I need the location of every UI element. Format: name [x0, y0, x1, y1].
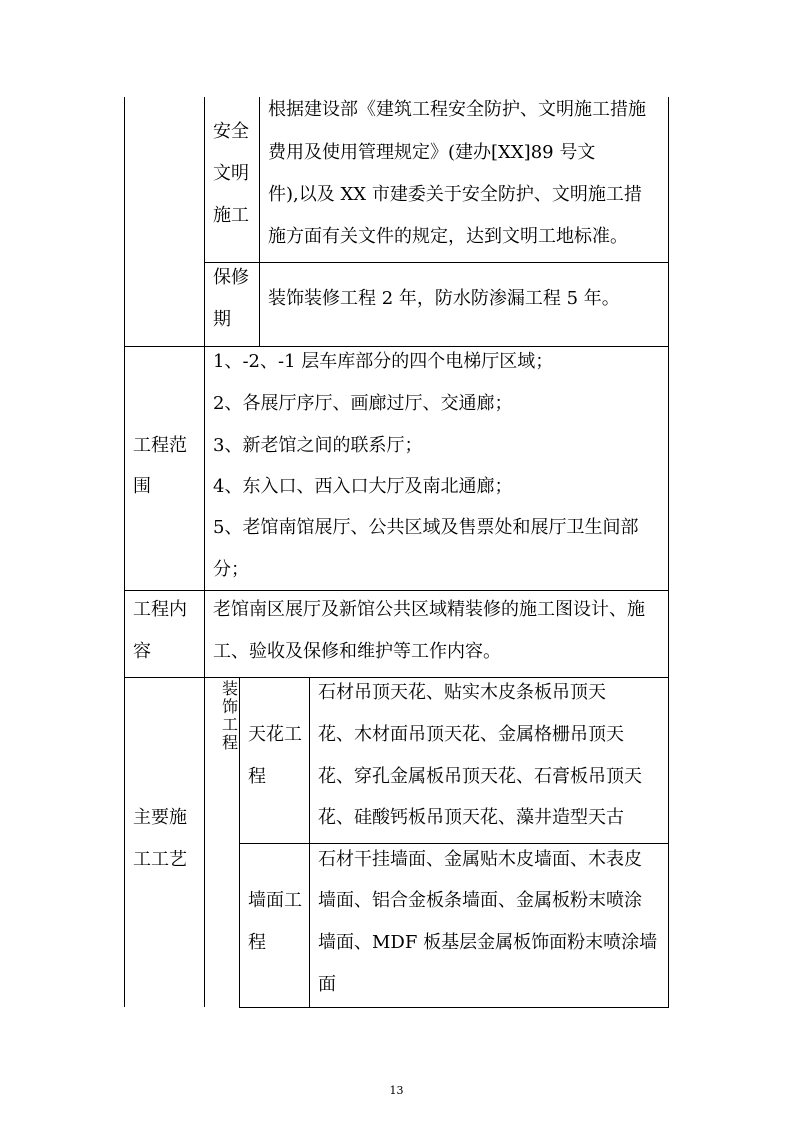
scope-label-line-2: 围 [133, 476, 151, 497]
scope-item-5: 5、老馆南馆展厅、公共区域及售票处和展厅卫生间部 [213, 517, 639, 538]
ceiling-text-line-2: 花、木材面吊顶天花、金属格栅吊顶天 [318, 724, 624, 745]
wall-label-line-2: 程 [248, 932, 266, 953]
warranty-label-line-2: 期 [213, 309, 231, 330]
scope-item-2: 2、各展厅序厅、画廊过厅、交通廊； [213, 393, 513, 414]
table-left-border [124, 97, 125, 1007]
scope-item-3: 3、新老馆之间的联系厅； [213, 435, 423, 456]
process-label-line-1: 主要施 [133, 807, 187, 828]
safety-text-line-3: 件),以及 XX 市建委关于安全防护、文明施工措 [268, 184, 642, 205]
wall-text-line-2: 墙面、铝合金板条墙面、金属板粉末喷涂 [318, 890, 642, 911]
content-text-line-1: 老馆南区展厅及新馆公共区域精装修的施工图设计、施 [213, 599, 645, 620]
wall-text-line-1: 石材干挂墙面、金属贴木皮墙面、木表皮 [318, 849, 642, 870]
ceiling-text-line-1: 石材吊顶天花、贴实木皮条板吊顶天 [318, 682, 606, 703]
scope-item-4: 4、东入口、西入口大厅及南北通廊； [213, 476, 513, 497]
safety-text-line-2: 费用及使用管理规定》(建办[XX]89 号文 [268, 142, 596, 163]
ceiling-text-line-3: 花、穿孔金属板吊顶天花、石膏板吊顶天 [318, 766, 642, 787]
content-label-line-1: 工程内 [133, 599, 187, 620]
process-group-char-3: 工 [222, 715, 239, 734]
process-label-line-2: 工工艺 [133, 849, 187, 870]
safety-text-line-1: 根据建设部《建筑工程安全防护、文明施工措施 [268, 99, 646, 120]
sub-label-divider [259, 97, 260, 346]
wall-text-line-4: 面 [318, 974, 336, 995]
row-divider-wall [239, 843, 669, 844]
scope-label-line-1: 工程范 [133, 435, 187, 456]
safety-label-line-3: 施工 [213, 205, 249, 226]
table-right-border [668, 97, 669, 1008]
row-divider-warranty [204, 262, 669, 263]
safety-label-line-1: 安全 [213, 121, 249, 142]
page-number: 13 [389, 1084, 404, 1097]
warranty-text: 装饰装修工程 2 年，防水防渗漏工程 5 年。 [268, 288, 620, 309]
safety-text-line-4: 施方面有关文件的规定，达到文明工地标准。 [268, 226, 628, 247]
content-text-line-2: 工、验收及保修和维护等工作内容。 [213, 641, 501, 662]
process-group-char-1: 装 [222, 679, 239, 698]
row-divider-scope [124, 346, 669, 347]
safety-label-line-2: 文明 [213, 163, 249, 184]
process-subtable-bottom [239, 1007, 669, 1008]
process-group-char-4: 程 [222, 733, 239, 752]
ceiling-label-line-2: 程 [248, 766, 266, 787]
ceiling-text-line-4: 花、硅酸钙板吊顶天花、藻井造型天古 [318, 807, 624, 828]
row-divider-process [124, 677, 669, 678]
warranty-label-line-1: 保修 [213, 267, 249, 288]
scope-item-5-cont: 分； [213, 559, 249, 580]
wall-text-line-3: 墙面、MDF 板基层金属板饰面粉末喷涂墙 [318, 932, 658, 953]
scope-item-1: 1、-2、-1 层车库部分的四个电梯厅区域； [213, 351, 554, 372]
label-column-divider [204, 97, 205, 1007]
ceiling-label-line-1: 天花工 [248, 724, 302, 745]
content-label-line-2: 容 [133, 641, 151, 662]
process-group-char-2: 饰 [222, 697, 239, 716]
wall-label-line-1: 墙面工 [248, 890, 302, 911]
row-divider-content [124, 590, 669, 591]
